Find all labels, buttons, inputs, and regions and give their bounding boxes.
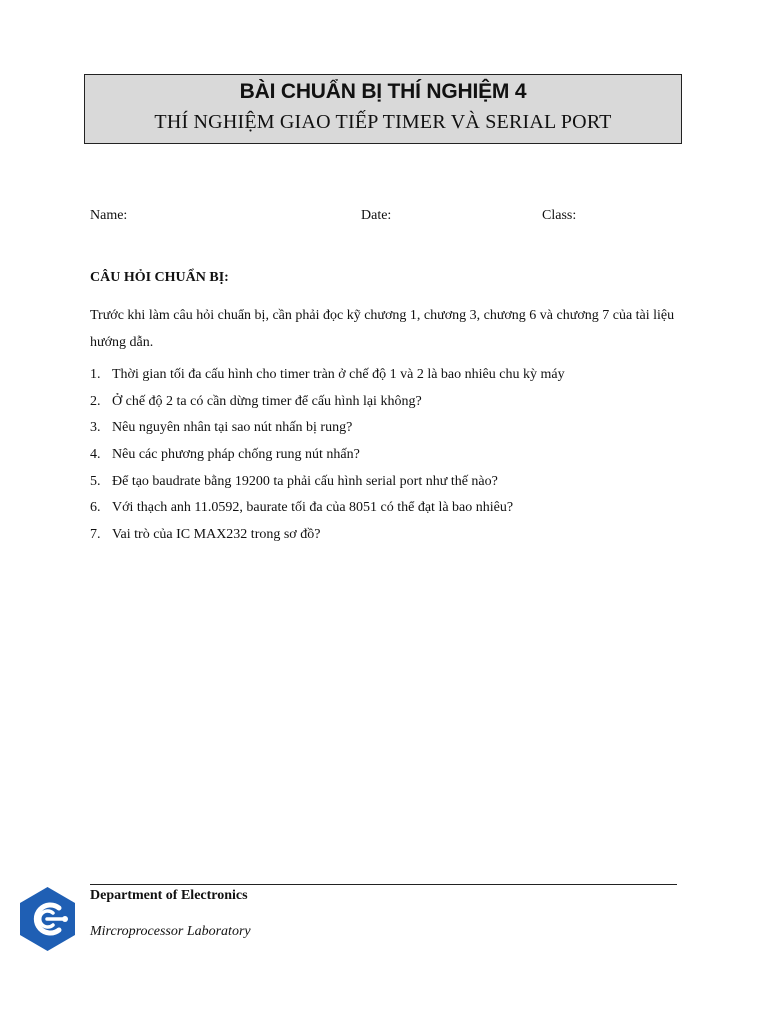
list-item [90,415,682,442]
class-label: Class: [542,208,577,223]
footer-divider [90,884,677,885]
name-label: Name: [90,208,128,223]
question-text: Với thạch anh 11.0592, baurate tối đa của 8051 có thể đạt là bao nhiêu? [112,500,514,516]
question-text: Ở chế độ 2 ta có cần dừng timer để cấu hình lại không? [112,393,422,409]
question-text: Vai trò của IC MAX232 trong sơ đồ? [112,527,321,543]
question-number: 4. [90,447,101,463]
question-number: 3. [90,420,101,436]
question-text: Nêu nguyên nhân tại sao nút nhấn bị rung? [112,420,353,436]
section-title: CÂU HỎI CHUẨN BỊ: [90,270,229,285]
question-number: 1. [90,367,101,382]
student-info-row [90,208,680,228]
question-text: Nêu các phương pháp chống rung nút nhấn? [112,447,360,463]
list-item [90,522,682,549]
question-number: 5. [90,473,101,489]
question-number: 2. [90,393,101,409]
question-text: Thời gian tối đa cấu hình cho timer tràn ở chế độ 1 và 2 là bao nhiêu chu kỳ máy [112,367,565,382]
question-number: 6. [90,500,101,516]
document-title: BÀI CHUẨN BỊ THÍ NGHIỆM 4 [239,80,527,103]
list-item [90,495,682,522]
footer-laboratory: Mircroprocessor Laboratory [90,924,251,939]
document-subtitle: THÍ NGHIỆM GIAO TIẾP TIMER VÀ SERIAL PORT [154,111,612,133]
date-label: Date: [361,208,392,223]
title-box [84,74,682,144]
list-item [90,442,682,469]
department-logo-icon [19,886,76,952]
footer-department: Department of Electronics [90,888,248,903]
list-item [90,362,682,389]
question-list [90,362,682,549]
intro-paragraph: Trước khi làm câu hỏi chuẩn bị, cần phải đọc kỹ chương 1, chương 3, chương 6 và chương 7 của tài liệu hướng dẫn. [90,308,675,350]
list-item [90,469,682,496]
question-number: 7. [90,527,101,543]
question-text: Để tạo baudrate bằng 19200 ta phải cấu hình serial port như thế nào? [112,473,498,489]
list-item [90,389,682,416]
